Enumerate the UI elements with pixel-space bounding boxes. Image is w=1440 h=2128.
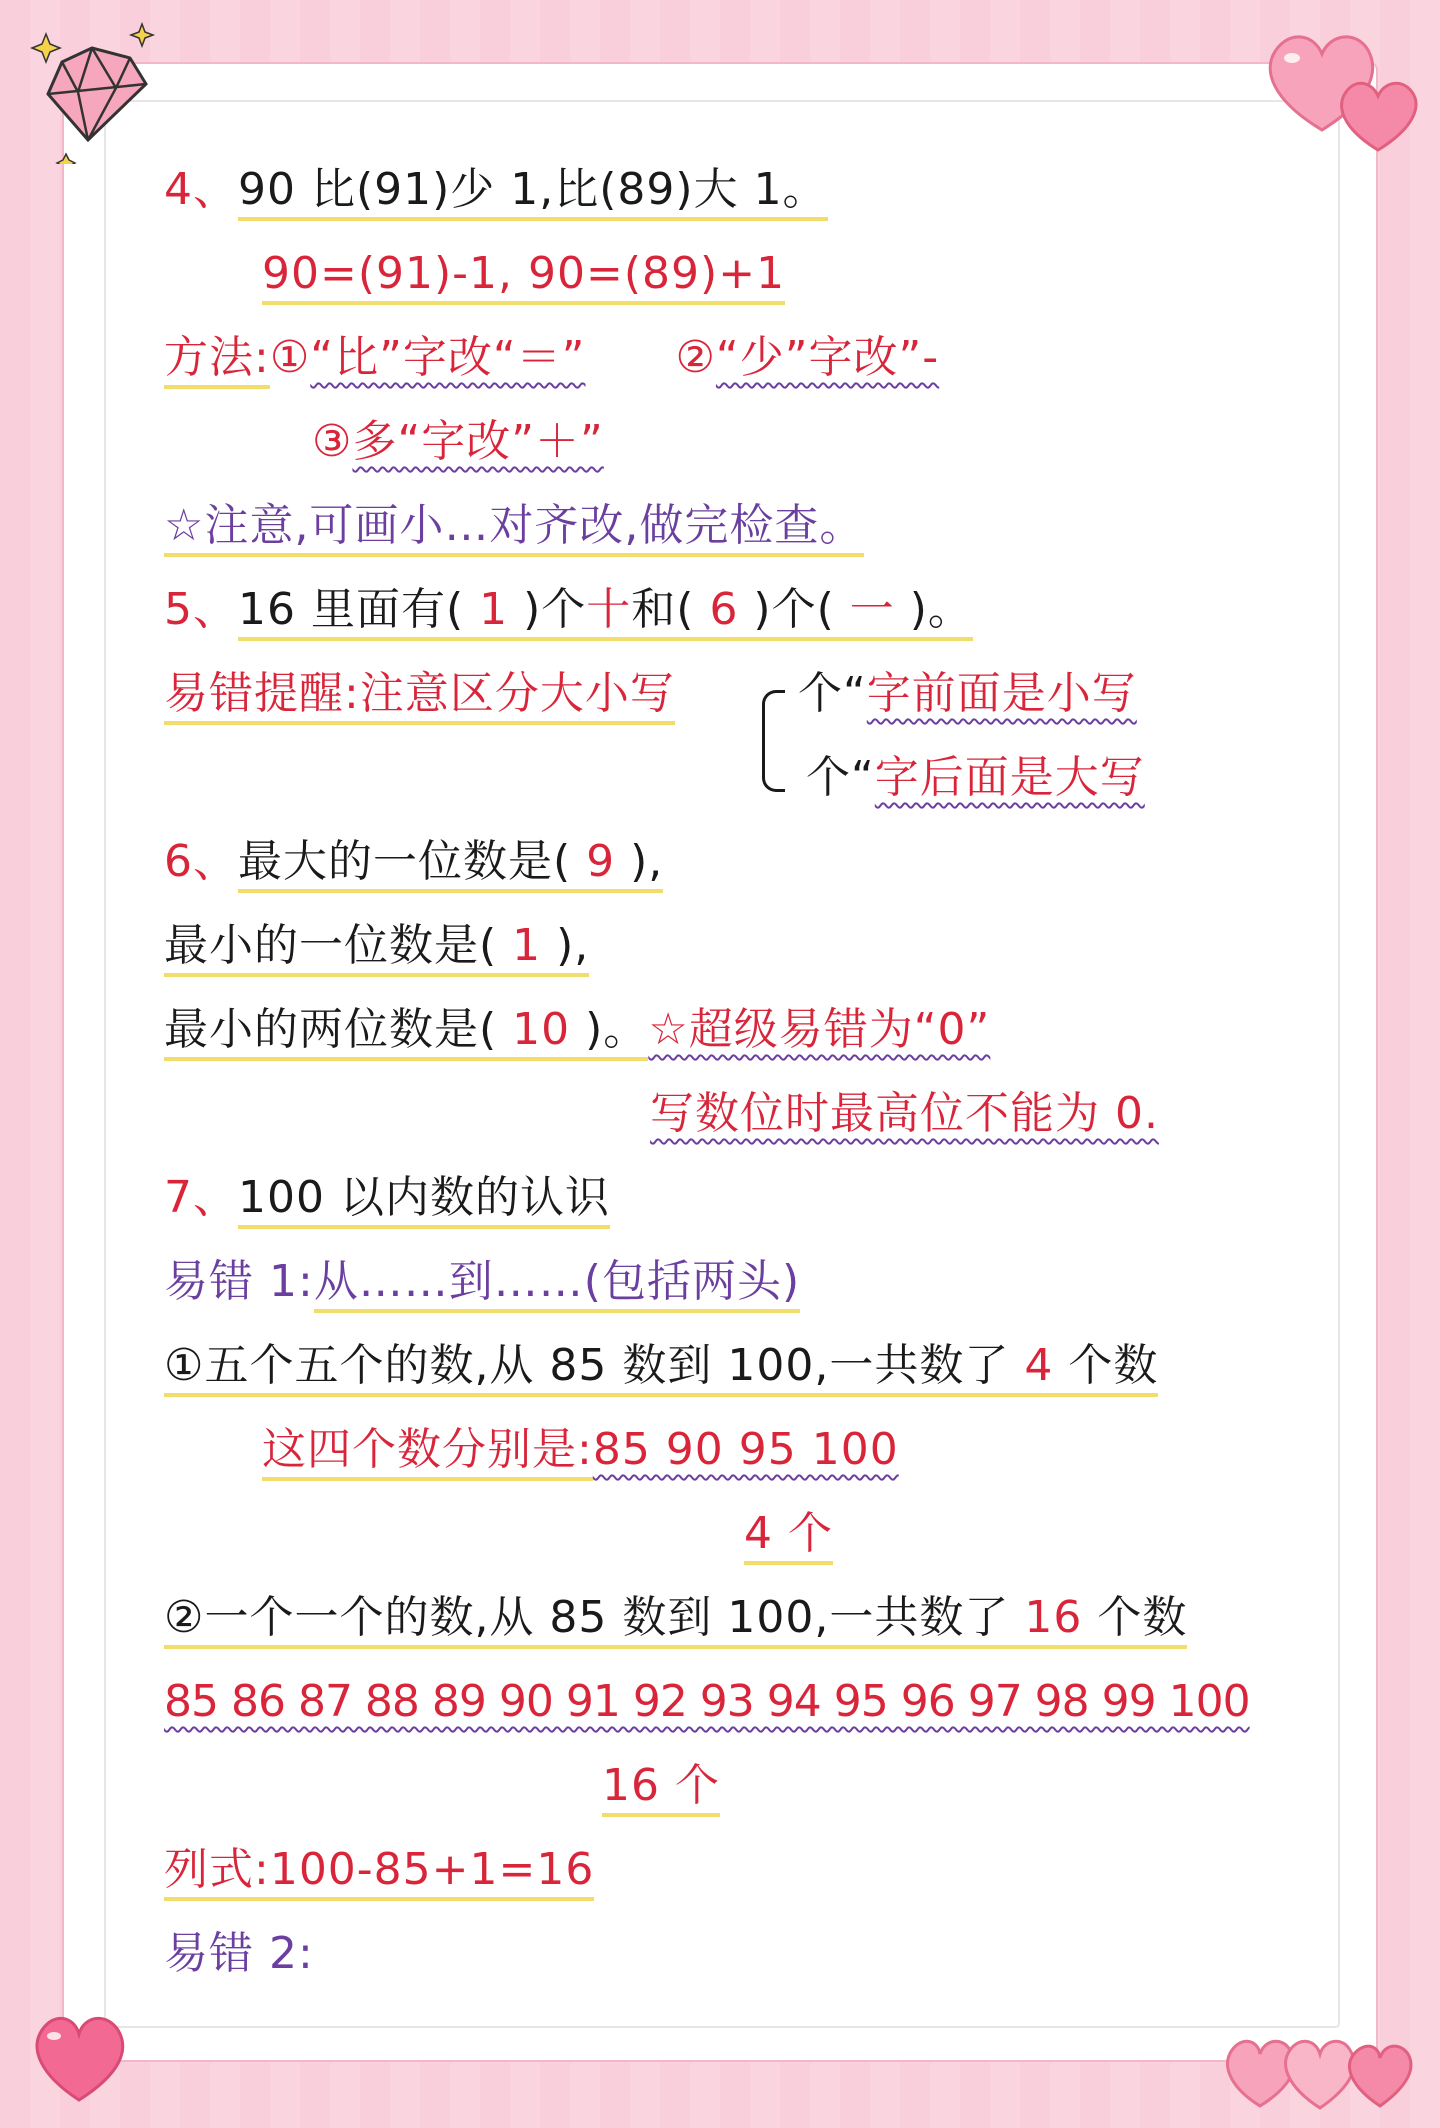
q6-l2-a: 最小的一位数是( (164, 920, 498, 971)
q7-case-1 (164, 1338, 1158, 1394)
q5-tip (164, 666, 675, 722)
q6-line-3 (164, 1002, 990, 1058)
q6-line-4 (650, 1086, 1159, 1142)
q7-error-1 (164, 1254, 800, 1310)
q7-title (164, 1170, 610, 1226)
q7-case-2-count-text: 16 个 (602, 1760, 720, 1817)
q4-method-3-text: 多“字改”＋” (352, 416, 604, 467)
hearts-icon (1220, 2016, 1420, 2116)
q5-branch-1-b: 字前面是小写 (866, 668, 1137, 719)
q7-case-2-count (602, 1758, 720, 1814)
q7-formula (164, 1842, 594, 1898)
q7-title-text: 100 以内数的认识 (238, 1172, 610, 1229)
q6-l1-a: 最大的一位数是( (238, 836, 572, 887)
q7-error-2-label: 易错 2: (164, 1928, 314, 1979)
q5-text-c: 和( (631, 584, 695, 635)
q4-method (164, 330, 939, 386)
heart-icon (24, 2000, 134, 2110)
q4-note-text: ☆注意,可画小…对齐改,做完检查。 (164, 500, 864, 557)
q5-tip-text: 易错提醒:注意区分大小写 (164, 668, 675, 725)
q6-l1-answer: 9 (571, 836, 631, 887)
q4-method-label: 方法: (164, 332, 270, 389)
q4-note (164, 498, 864, 554)
q5-question (164, 582, 973, 638)
q7-number: 7、 (164, 1172, 238, 1223)
q6-l4-text: 写数位时最高位不能为 0. (650, 1088, 1159, 1139)
q5-answer-2: 6 (694, 584, 754, 635)
q7-case-2-list (164, 1674, 1250, 1730)
q5-number: 5、 (164, 584, 238, 635)
q4-method-3-circle: ③ (312, 416, 353, 467)
q5-text-a: 16 里面有( (238, 584, 465, 635)
q4-method-2: “少”字改”- (715, 332, 940, 383)
q7-case-2-list-values: 85 86 87 88 89 90 91 92 93 94 95 96 97 98 99 100 (164, 1676, 1250, 1727)
q5-ten: 十 (586, 584, 632, 635)
q7-formula-text: 列式:100-85+1=16 (164, 1844, 594, 1901)
q6-l2-answer: 1 (497, 920, 557, 971)
q7-case-1-list-values: 85 90 95 100 (592, 1424, 899, 1475)
q4-equation (262, 246, 785, 302)
q4-question (164, 162, 828, 218)
q7-case-1-answer: 4 (1009, 1340, 1069, 1391)
brace (762, 690, 785, 792)
q7-case-2 (164, 1590, 1187, 1646)
q7-case-1-tail: 个数 (1068, 1340, 1159, 1391)
q6-line-2 (164, 918, 589, 974)
q6-l3-a: 最小的两位数是( (164, 1004, 498, 1055)
q7-error-1-label: 易错 1: (164, 1256, 314, 1307)
diamond-icon (22, 14, 162, 164)
q7-error-1-text: 从……到……(包括两头) (314, 1256, 800, 1313)
q7-case-1-count (744, 1506, 833, 1562)
q5-text-b: )个 (523, 584, 587, 635)
q4-method-3 (312, 414, 604, 470)
q5-branch-2 (806, 750, 1145, 806)
q7-case-2-answer: 16 (1009, 1592, 1098, 1643)
q6-l3-answer: 10 (497, 1004, 586, 1055)
paper-inner-frame (104, 100, 1340, 2028)
q6-l2-b: ), (556, 920, 590, 971)
q7-case-1-text: ①五个五个的数,从 85 数到 100,一共数了 (164, 1340, 1010, 1391)
q5-text-e: )。 (909, 584, 973, 635)
q4-method-2-circle: ② (675, 332, 716, 383)
q4-method-1-circle: ① (269, 332, 311, 383)
q7-case-1-list (262, 1422, 899, 1478)
hearts-icon (1252, 10, 1432, 160)
q6-l3-note: ☆超级易错为“0” (648, 1004, 991, 1055)
q7-case-2-tail: 个数 (1097, 1592, 1188, 1643)
q5-branch-2-b: 字后面是大写 (874, 752, 1145, 803)
q5-branch-2-a: 个“ (806, 752, 875, 803)
q5-answer-3: 一 (834, 584, 910, 635)
q5-branch-1 (798, 666, 1137, 722)
q5-branch-1-a: 个“ (798, 668, 867, 719)
q6-l1-b: ), (630, 836, 664, 887)
q6-number: 6、 (164, 836, 238, 887)
q7-case-2-text: ②一个一个的数,从 85 数到 100,一共数了 (164, 1592, 1010, 1643)
q5-text-d: )个( (753, 584, 835, 635)
q7-error-2 (164, 1926, 314, 1982)
q6-line-1 (164, 834, 663, 890)
q7-case-1-count-text: 4 个 (744, 1508, 833, 1565)
q4-equation-text: 90=(91)-1, 90=(89)+1 (262, 248, 785, 305)
q5-answer-1: 1 (464, 584, 524, 635)
q4-number: 4、 (164, 164, 238, 215)
q7-case-1-list-label: 这四个数分别是: (262, 1424, 593, 1481)
q4-method-1: “比”字改“＝” (310, 332, 586, 383)
q4-text: 90 比(91)少 1,比(89)大 1。 (238, 164, 828, 221)
q6-l3-b: )。 (585, 1004, 649, 1055)
